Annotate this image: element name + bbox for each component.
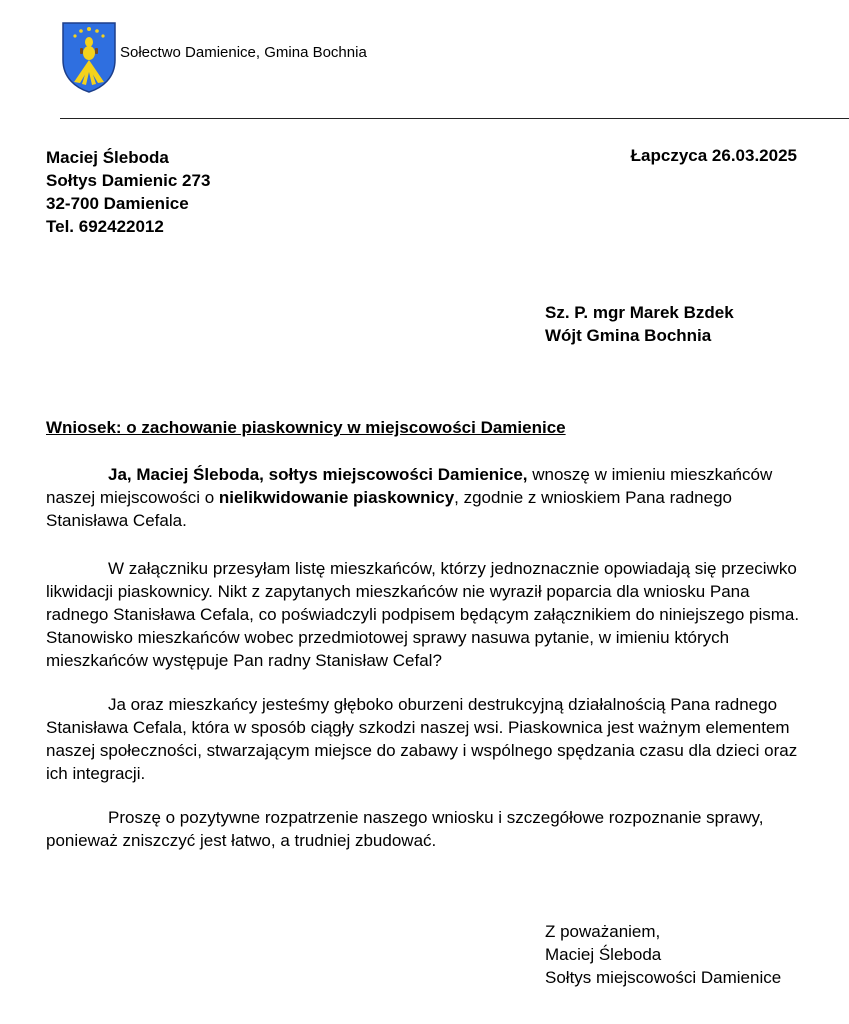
paragraph-request-intro: Ja, Maciej Śleboda, sołtys miejscowości Damienice, xyxy=(108,465,528,484)
sender-address-line2: 32-700 Damienice xyxy=(46,194,189,213)
paragraph-request-text-b: , zgodnie z wnioskiem Pana radnego Stanisława Cefala. xyxy=(46,488,732,530)
paragraph-request-text-a: wnoszę w imieniu mieszkańców naszej miejscowości o xyxy=(46,465,773,507)
letter-subject: Wniosek: o zachowanie piaskownicy w miejscowości Damienice xyxy=(46,418,566,437)
sender-name: Maciej Śleboda xyxy=(46,148,169,167)
place-date: Łapczyca 26.03.2025 xyxy=(630,146,797,165)
paragraph-attachment xyxy=(46,557,806,672)
paragraph-request xyxy=(46,463,806,532)
closing-block xyxy=(545,920,781,989)
paragraph-outrage xyxy=(46,693,806,785)
paragraph-closing-request xyxy=(46,806,806,852)
sender-phone: Tel. 692422012 xyxy=(46,217,164,236)
sender-block xyxy=(46,146,210,238)
paragraph-outrage-text: Ja oraz mieszkańcy jesteśmy głęboko oburzeni destrukcyjną działalnością Pana radnego Stanisława Cefala, która w sposób ciągły szkodzi naszej wsi. Piaskownica jest ważnym elementem naszej społeczności, stwarzającym miejsce do zabawy i wspólnego spędzania czasu dla dzieci oraz ich integracji. xyxy=(46,695,798,783)
closing-title: Sołtys miejscowości Damienice xyxy=(545,968,782,987)
paragraph-request-bold: nielikwidowanie piaskownicy xyxy=(218,488,455,507)
letterhead xyxy=(60,20,118,94)
header-divider xyxy=(60,118,849,119)
coat-of-arms-icon xyxy=(60,20,118,94)
sender-address-line1: Sołtys Damienic 273 xyxy=(46,171,211,190)
paragraph-closing-request-text: Proszę o pozytywne rozpatrzenie naszego wniosku i szczegółowe rozpoznanie sprawy, ponieważ zniszczyć jest łatwo, a trudniej zbudować. xyxy=(46,808,764,850)
closing-salutation: Z poważaniem, xyxy=(545,922,661,941)
recipient-line1: Sz. P. mgr Marek Bzdek xyxy=(545,303,734,322)
paragraph-attachment-text: W załączniku przesyłam listę mieszkańców, którzy jednoznacznie opowiadają się przeciwko likwidacji piaskownicy. Nikt z zapytanych mieszkańców nie wyraził poparcia dla wniosku Pana radnego Stanisława Cefala, co poświadczyli podpisem będącym załącznikiem do niniejszego pisma. Stanowisko mieszkańców wobec przedmiotowej sprawy nasuwa pytanie, w imieniu których mieszkańców występuje Pan radny Stanisław Cefal? xyxy=(46,559,800,670)
recipient-block xyxy=(545,301,734,347)
recipient-line2: Wójt Gmina Bochnia xyxy=(545,326,712,345)
organization-name: Sołectwo Damienice, Gmina Bochnia xyxy=(120,44,367,61)
closing-name: Maciej Śleboda xyxy=(545,945,662,964)
